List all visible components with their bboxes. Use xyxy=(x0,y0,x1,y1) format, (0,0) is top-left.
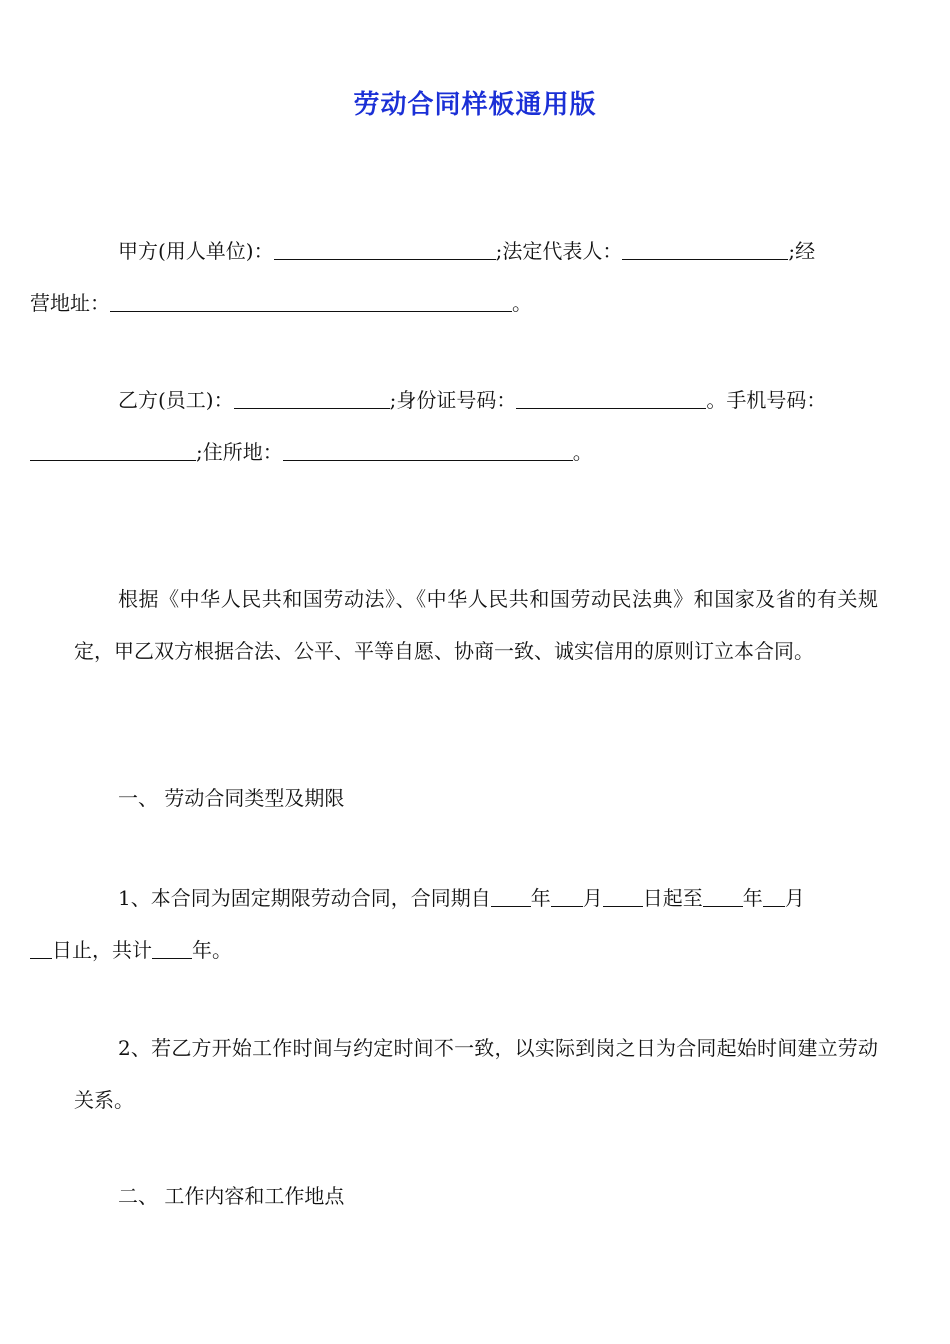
party-b-residence-blank xyxy=(283,442,573,461)
party-a-addr-label-2: 营地址： xyxy=(30,291,110,315)
party-b-label: 乙方(员工)： xyxy=(118,388,234,412)
end-day-blank xyxy=(30,940,52,959)
item-1-total-label: 日止，共计 xyxy=(52,938,152,962)
section-1-item-1 xyxy=(52,872,878,976)
end-year-blank xyxy=(703,888,743,907)
party-b-name-blank xyxy=(234,390,390,409)
item-1-month-label: 月 xyxy=(582,886,603,910)
item-1-years-end: 年。 xyxy=(192,938,232,962)
party-b-id-label: ;身份证号码： xyxy=(389,388,517,412)
party-b-residence-label: ;住所地： xyxy=(196,440,283,464)
document-title: 劳动合同样板通用版 xyxy=(353,90,597,120)
start-day-blank xyxy=(603,888,643,907)
item-1-end-month-label: 月 xyxy=(784,886,805,910)
party-a-rep-blank xyxy=(622,241,788,260)
party-b-phone-blank xyxy=(30,442,196,461)
item-1-year-label: 年 xyxy=(530,886,551,910)
party-b-phone-label: 。手机号码： xyxy=(706,388,827,412)
end-month-blank xyxy=(763,888,785,907)
start-year-blank xyxy=(491,888,531,907)
party-b-paragraph xyxy=(74,374,878,478)
start-month-blank xyxy=(551,888,583,907)
party-a-paragraph xyxy=(30,225,878,329)
preamble-paragraph: 根据《中华人民共和国劳动法》、《中华人民共和国劳动民法典》和国家及省的有关规定，甲乙双方根据合法、公平、平等自愿、协商一致、诚实信用的原则订立本合同。 xyxy=(74,587,878,663)
party-a-name-blank xyxy=(274,241,496,260)
party-a-label: 甲方(用人单位)： xyxy=(118,239,274,263)
party-a-addr-label-1: ;经 xyxy=(788,239,816,263)
item-1-text-start: 1、本合同为固定期限劳动合同，合同期自 xyxy=(118,886,491,910)
item-1-from-label: 日起至 xyxy=(642,886,703,910)
section-2-heading: 二、 工作内容和工作地点 xyxy=(118,1184,345,1208)
party-a-address-blank xyxy=(110,293,512,312)
party-a-rep-label: ;法定代表人： xyxy=(495,239,623,263)
section-1-item-2: 2、若乙方开始工作时间与约定时间不一致，以实际到岗之日为合同起始时间建立劳动关系。 xyxy=(74,1036,878,1112)
party-b-id-blank xyxy=(516,390,706,409)
item-1-end-year-label: 年 xyxy=(742,886,763,910)
section-1-heading: 一、 劳动合同类型及期限 xyxy=(118,786,345,810)
party-b-end: 。 xyxy=(572,440,593,464)
total-years-blank xyxy=(152,940,192,959)
party-a-end: 。 xyxy=(512,291,532,315)
